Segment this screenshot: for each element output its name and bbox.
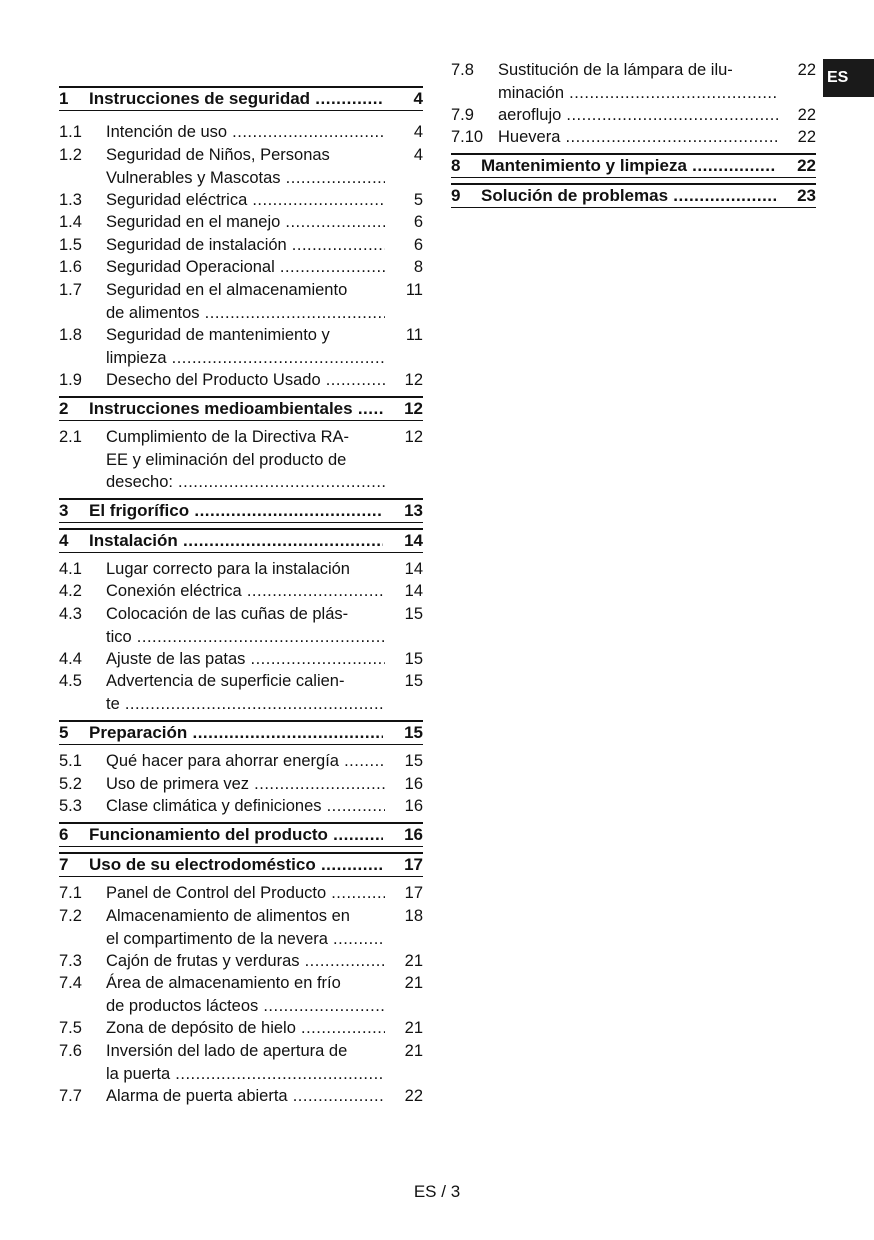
toc-item-2-1[interactable]: 2.1 Cumplimiento de la Directiva RA- EE y eliminación del producto de desecho: ..... 12: [59, 426, 423, 494]
toc-item-1-3[interactable]: 1.3 Seguridad eléctrica ..... 5: [59, 189, 423, 212]
toc-section-4[interactable]: 4 Instalación ..... 14: [59, 528, 423, 553]
toc-item-1-8[interactable]: 1.8 Seguridad de mantenimiento y limpieza ..... 11: [59, 324, 423, 369]
toc-item-4-5[interactable]: 4.5 Advertencia de superficie calien- te ..... 15: [59, 670, 423, 715]
section-number: 1: [59, 89, 69, 108]
toc-item-1-2[interactable]: 1.2 Seguridad de Niños, Personas Vulnerables y Mascotas ..... 4: [59, 144, 423, 189]
toc-section-9[interactable]: 9 Solución de problemas ..... 23: [451, 183, 816, 208]
toc-section-5[interactable]: 5 Preparación ..... 15: [59, 720, 423, 745]
toc-item-4-1[interactable]: 4.1 Lugar correcto para la instalación 14: [59, 560, 423, 578]
toc-item-1-5[interactable]: 1.5 Seguridad de instalación ..... 6: [59, 234, 423, 257]
toc-item-7-8[interactable]: 7.8 Sustitución de la lámpara de ilu- minación ..... 22: [451, 59, 816, 104]
toc-item-7-7[interactable]: 7.7 Alarma de puerta abierta ..... 22: [59, 1085, 423, 1108]
toc-section-3[interactable]: 3 El frigorífico ..... 13: [59, 498, 423, 523]
toc-item-4-3[interactable]: 4.3 Colocación de las cuñas de plás- tico ..... 15: [59, 603, 423, 648]
toc-item-7-2[interactable]: 7.2 Almacenamiento de alimentos en el compartimento de la nevera ..... 18: [59, 905, 423, 950]
toc-section-2[interactable]: 2 Instrucciones medioambientales ..... 12: [59, 396, 423, 421]
toc-item-1-6[interactable]: 1.6 Seguridad Operacional ..... 8: [59, 256, 423, 279]
toc-item-7-10[interactable]: 7.10 Huevera ..... 22: [451, 126, 816, 149]
page-footer: ES / 3: [413, 1182, 461, 1201]
toc-item-1-1[interactable]: 1.1 Intención de uso ..... 4: [59, 121, 423, 144]
toc-item-1-4[interactable]: 1.4 Seguridad en el manejo ..... 6: [59, 211, 423, 234]
toc-item-1-7[interactable]: 1.7 Seguridad en el almacenamiento de alimentos ..... 11: [59, 279, 423, 324]
toc-section-6[interactable]: 6 Funcionamiento del producto ..... 16: [59, 822, 423, 847]
toc-section-1[interactable]: [59, 86, 423, 111]
toc-item-5-3[interactable]: 5.3 Clase climática y definiciones ..... 16: [59, 795, 423, 818]
toc-item-4-2[interactable]: 4.2 Conexión eléctrica ..... 14: [59, 580, 423, 603]
language-tab: ES: [823, 59, 874, 97]
toc-item-1-9[interactable]: 1.9 Desecho del Producto Usado ..... 12: [59, 369, 423, 392]
toc-section-7[interactable]: 7 Uso de su electrodoméstico ..... 17: [59, 852, 423, 877]
toc-section-8[interactable]: 8 Mantenimiento y limpieza ..... 22: [451, 153, 816, 178]
toc-item-7-6[interactable]: 7.6 Inversión del lado de apertura de la puerta ..... 21: [59, 1040, 423, 1085]
toc-item-7-1[interactable]: 7.1 Panel de Control del Producto ..... 17: [59, 882, 423, 905]
toc-item-7-9[interactable]: 7.9 aeroflujo ..... 22: [451, 104, 816, 127]
section-title: Instrucciones de seguridad .....: [89, 89, 383, 109]
toc-item-7-3[interactable]: 7.3 Cajón de frutas y verduras ..... 21: [59, 950, 423, 973]
toc-item-4-4[interactable]: 4.4 Ajuste de las patas ..... 15: [59, 648, 423, 671]
toc-item-5-2[interactable]: 5.2 Uso de primera vez ..... 16: [59, 773, 423, 796]
toc-item-7-5[interactable]: 7.5 Zona de depósito de hielo ..... 21: [59, 1017, 423, 1040]
section-page: 4: [413, 89, 423, 108]
toc-item-5-1[interactable]: 5.1 Qué hacer para ahorrar energía ..... 15: [59, 750, 423, 773]
toc-item-7-4[interactable]: 7.4 Área de almacenamiento en frío de productos lácteos ..... 21: [59, 972, 423, 1017]
